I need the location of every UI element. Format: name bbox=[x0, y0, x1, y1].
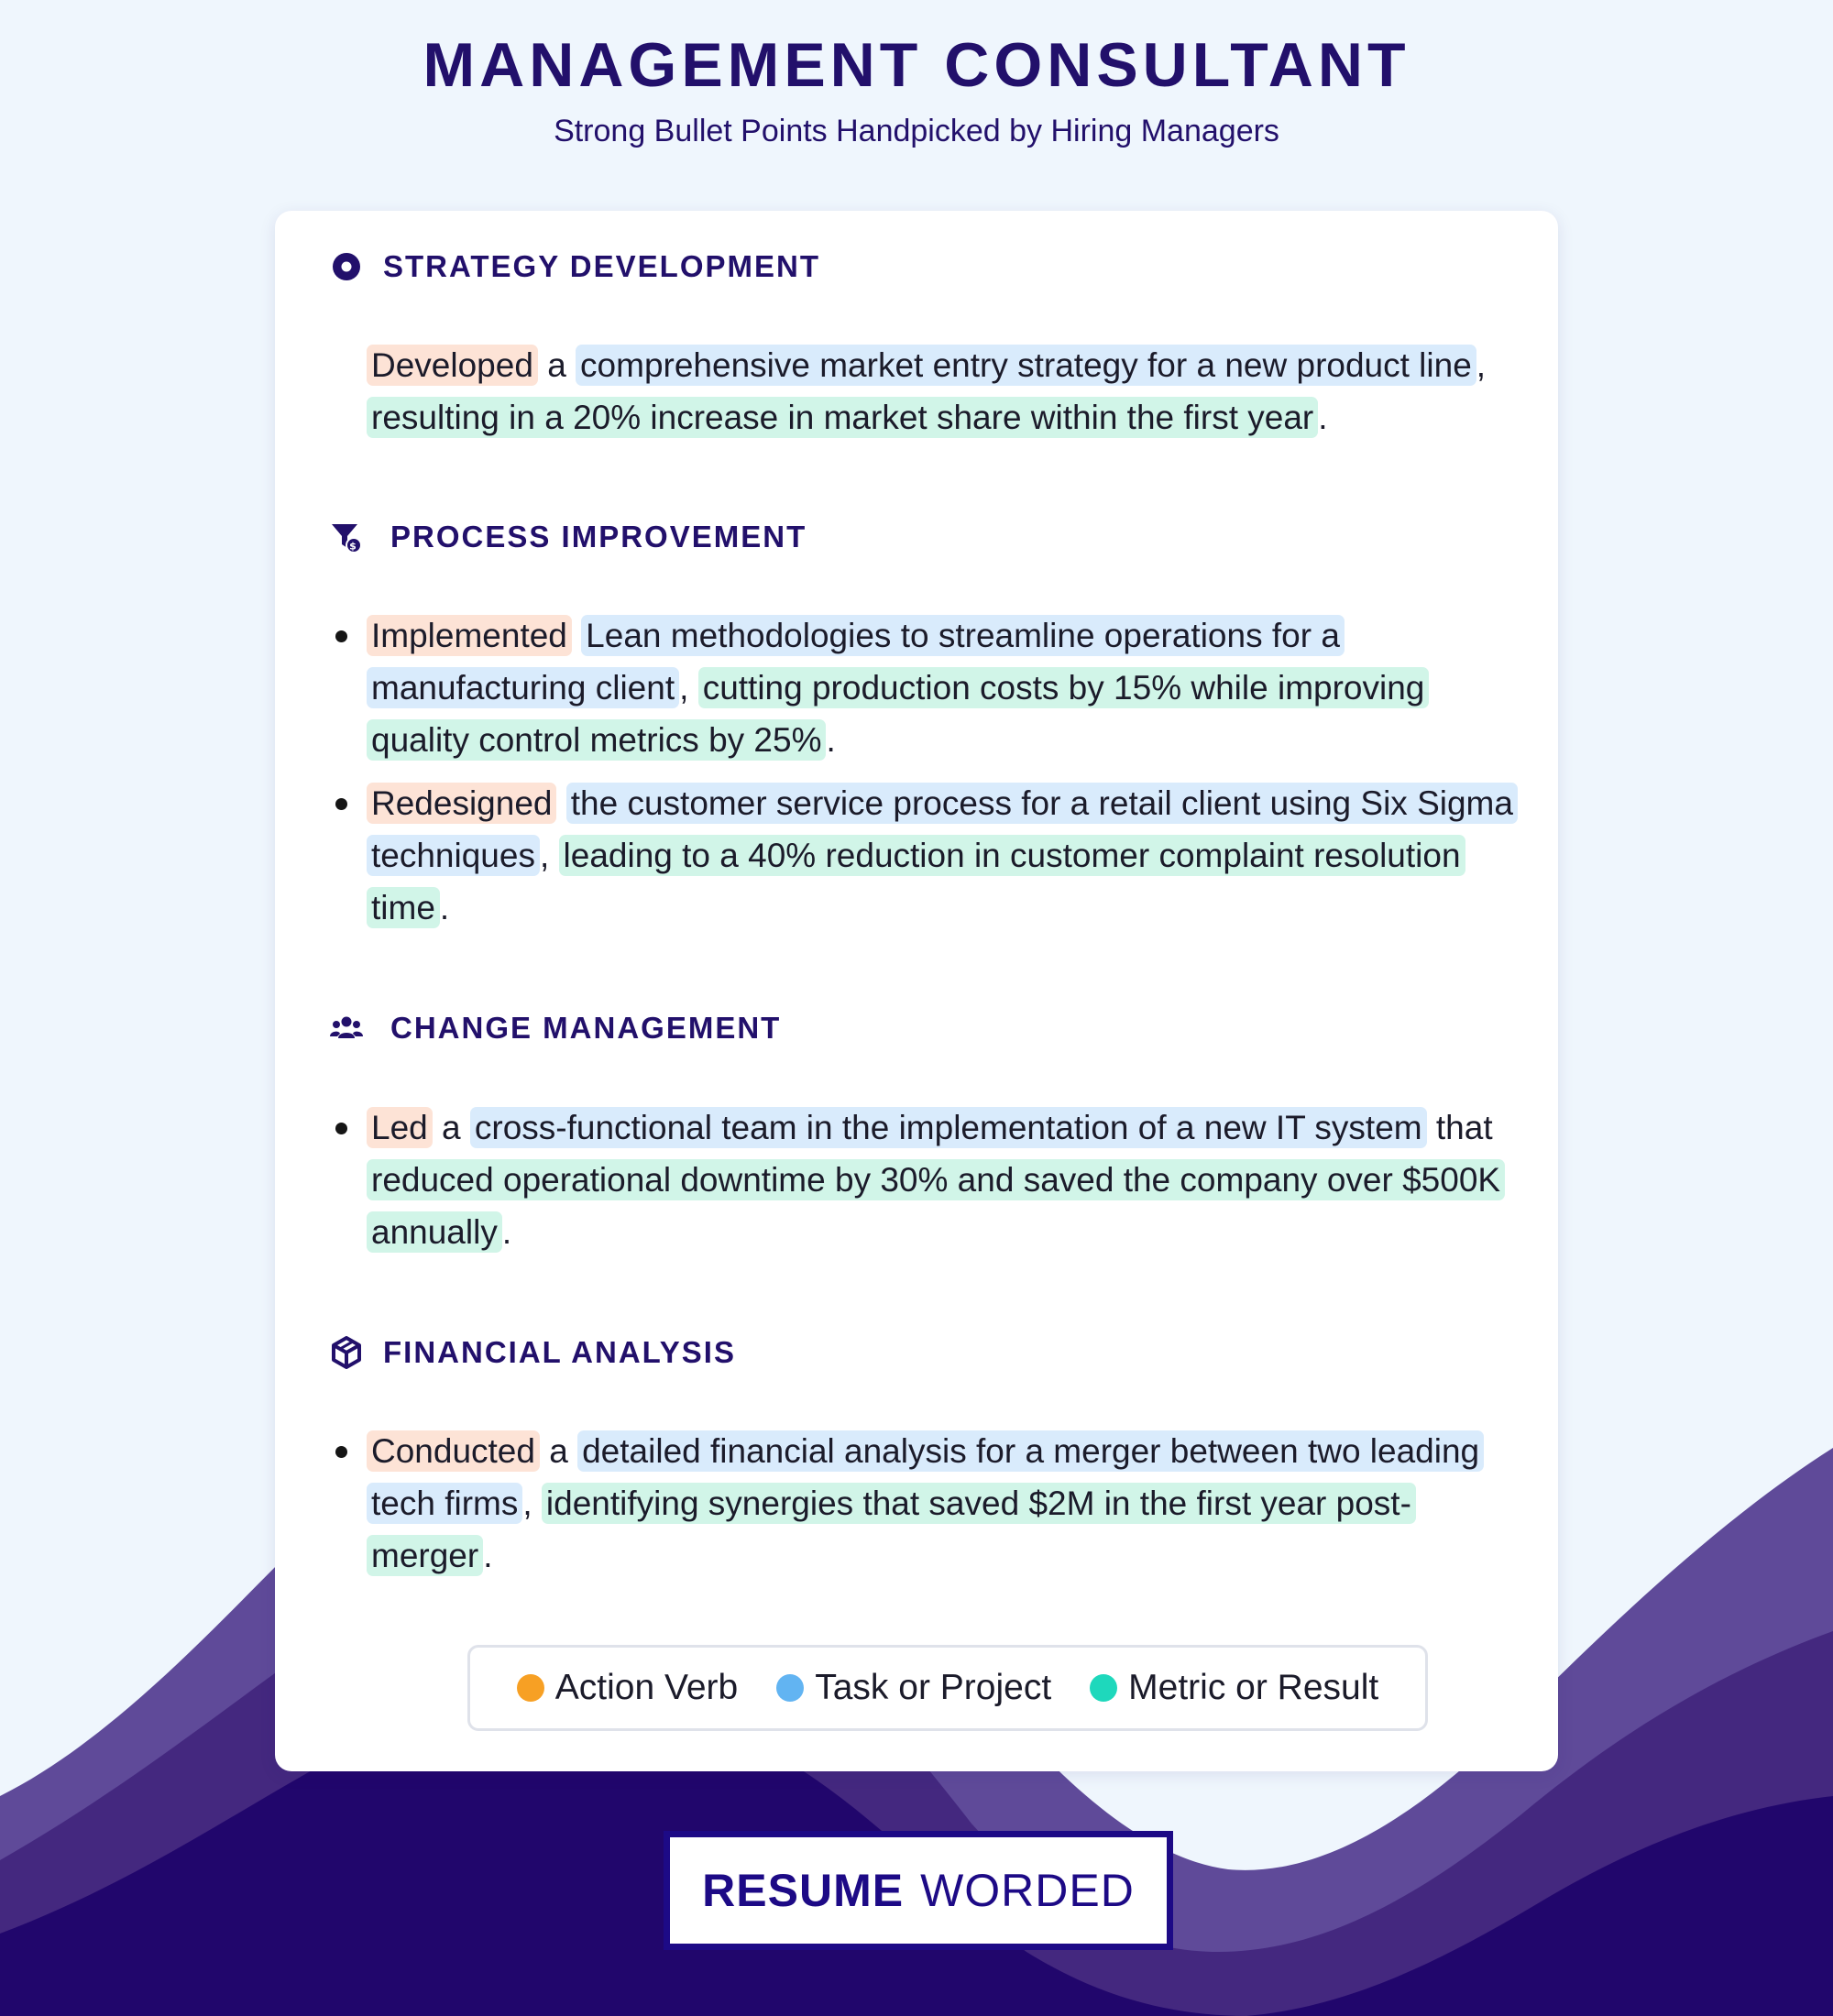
action-verb: Led bbox=[367, 1107, 433, 1148]
logo-word-light: WORDED bbox=[920, 1865, 1135, 1916]
section-heading-financial-analysis bbox=[330, 1335, 736, 1370]
connector-text: a bbox=[549, 1432, 568, 1470]
section-heading-process-improvement bbox=[330, 520, 807, 554]
task-or-project: comprehensive market entry strategy for a new product line bbox=[576, 345, 1476, 386]
users-icon bbox=[330, 1012, 363, 1045]
bullet-dot bbox=[335, 1123, 347, 1134]
bullet-text bbox=[367, 777, 1531, 934]
bullet-text bbox=[367, 609, 1531, 766]
metric-or-result: resulting in a 20% increase in market share within the first year bbox=[367, 397, 1318, 438]
target-icon bbox=[330, 250, 363, 283]
legend-dot bbox=[517, 1674, 544, 1702]
connector-text: , bbox=[522, 1485, 532, 1522]
connector-text: , bbox=[1476, 346, 1487, 384]
legend-dot bbox=[1090, 1674, 1117, 1702]
resume-worded-logo[interactable] bbox=[664, 1831, 1173, 1950]
end-punctuation: . bbox=[439, 889, 450, 926]
action-verb: Redesigned bbox=[367, 783, 556, 824]
metric-or-result: cutting production costs by 15% while improving quality control metrics by 25% bbox=[367, 667, 1429, 761]
section-heading-strategy-development bbox=[330, 249, 820, 284]
section-title: STRATEGY DEVELOPMENT bbox=[383, 249, 820, 283]
section-heading-change-management bbox=[330, 1011, 781, 1046]
funnel-dollar-icon bbox=[330, 520, 363, 553]
svg-text:$: $ bbox=[349, 540, 358, 553]
task-or-project: the customer service process for a retail client using Six Sigma techniques bbox=[367, 783, 1518, 876]
end-punctuation: . bbox=[1318, 399, 1328, 436]
bullet-points-card bbox=[275, 211, 1558, 1771]
page-title: MANAGEMENT CONSULTANT bbox=[423, 30, 1410, 100]
legend-label: Task or Project bbox=[815, 1668, 1052, 1707]
section-title: CHANGE MANAGEMENT bbox=[390, 1011, 782, 1045]
legend-label: Metric or Result bbox=[1128, 1668, 1379, 1707]
connector-text: , bbox=[539, 837, 550, 874]
bullet-text bbox=[367, 1101, 1531, 1258]
legend-item-task-or-project bbox=[776, 1668, 1051, 1708]
metric-or-result: identifying synergies that saved $2M in the first year post-merger bbox=[367, 1483, 1416, 1576]
legend-item-metric-or-result bbox=[1090, 1668, 1378, 1708]
logo-word-strong: RESUME bbox=[702, 1865, 905, 1916]
action-verb: Developed bbox=[367, 345, 538, 386]
connector-text: a bbox=[442, 1109, 461, 1146]
bullet-dot bbox=[335, 1446, 347, 1458]
bullet-text bbox=[367, 339, 1531, 444]
section-title: PROCESS IMPROVEMENT bbox=[390, 520, 807, 553]
section-title: FINANCIAL ANALYSIS bbox=[383, 1335, 736, 1369]
metric-or-result: leading to a 40% reduction in customer complaint resolution time bbox=[367, 835, 1465, 928]
action-verb: Implemented bbox=[367, 615, 572, 656]
page-subtitle: Strong Bullet Points Handpicked by Hiring Managers bbox=[554, 114, 1279, 148]
connector-text: , bbox=[679, 669, 689, 707]
legend-item-action-verb bbox=[517, 1668, 738, 1708]
end-punctuation: . bbox=[501, 1213, 512, 1251]
action-verb: Conducted bbox=[367, 1430, 540, 1472]
end-punctuation: . bbox=[826, 721, 836, 759]
connector-text: that bbox=[1435, 1109, 1493, 1146]
highlight-legend bbox=[467, 1645, 1428, 1731]
task-or-project: Lean methodologies to streamline operations for a manufacturing client bbox=[367, 615, 1345, 708]
cube-icon bbox=[330, 1336, 363, 1369]
legend-label: Action Verb bbox=[554, 1668, 739, 1707]
end-punctuation: . bbox=[483, 1537, 493, 1574]
legend-dot bbox=[776, 1674, 804, 1702]
bullet-text bbox=[367, 1425, 1531, 1582]
metric-or-result: reduced operational downtime by 30% and saved the company over $500K annually bbox=[367, 1159, 1505, 1253]
connector-text: a bbox=[547, 346, 566, 384]
bullet-dot bbox=[335, 798, 347, 810]
task-or-project: cross-functional team in the implementation of a new IT system bbox=[470, 1107, 1427, 1148]
task-or-project: detailed financial analysis for a merger between two leading tech firms bbox=[367, 1430, 1484, 1524]
bullet-dot bbox=[335, 630, 347, 642]
